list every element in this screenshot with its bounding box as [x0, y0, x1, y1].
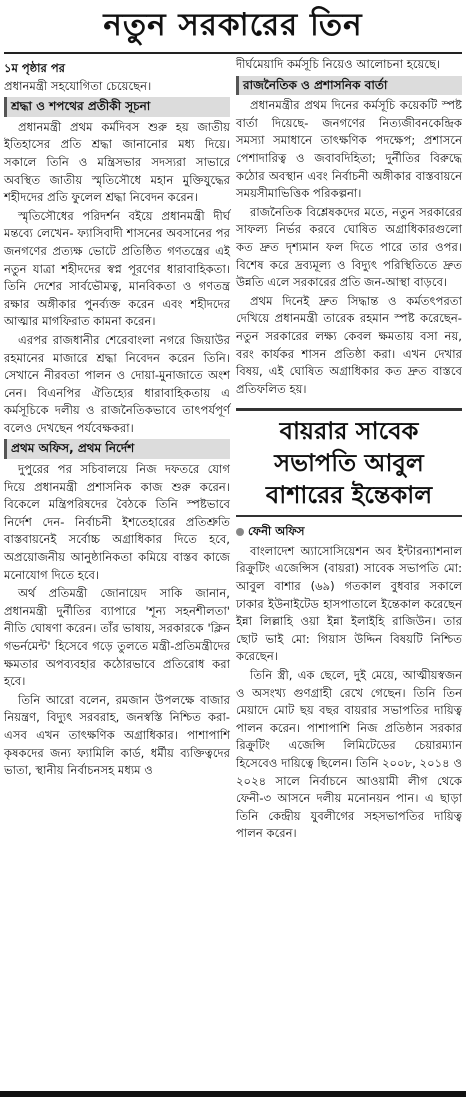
intro-paragraph: প্রধানমন্ত্রী সহযোগিতা চেয়েছেন। [4, 78, 152, 93]
paragraph: এরপর রাজধানীর শেরেবাংলা নগরে জিয়াউর রহমানের মাজারে শ্রদ্ধা নিবেদন করেন তিনি। সেখানে নীরবতা পালন ও দোয়া-মুনাজাতে অংশ নেন। বিএনপির ঐতিহ্যের ধারাবাহিকতায় এ কর্মসূচিকে দলীয় ও রাজনৈতিকভাবে তাৎপর্যপূর্ণ বলেও দেখছেন পর্যবেক্ষকরা। [4, 332, 230, 435]
bullet-icon [236, 528, 244, 536]
bottom-divider [0, 1091, 466, 1097]
paragraph: দীর্ঘমেয়াদি কর্মসূচি নিয়েও আলোচনা হয়েছে। [236, 57, 441, 71]
subhead-political-message: রাজনৈতিক ও প্রশাসনিক বার্তা [236, 76, 462, 96]
left-column [4, 56, 230, 844]
paragraph: প্রধানমন্ত্রীর প্রথম দিনের কর্মসূচি কয়েকটি স্পষ্ট বার্তা দিয়েছে- জনগণের নিত্যজীবনকেন্দ্রিক সমস্যা সমাধানে তাৎক্ষণিক পদক্ষেপ; প্রশাসনে পেশাদারিত্ব ও জবাবদিহিতা; দুর্নীতির বিরুদ্ধে কঠোর অবস্থান এবং নির্বাচনী অঙ্গীকার বাস্তবায়নে সময়সীমাভিত্তিক পরিকল্পনা। [236, 98, 462, 201]
subhead-tribute: শ্রদ্ধা ও শপথের প্রতীকী সূচনা [4, 97, 230, 117]
paragraph: প্রথম দিনেই দ্রুত সিদ্ধান্ত ও কর্মতৎপরতা দেখিয়ে প্রধানমন্ত্রী তারেক রহমান স্পষ্ট করেছেন- নতুন সরকারের লক্ষ্য কেবল ক্ষমতায় বসা নয়, বরং কার্যকর শাসন প্রতিষ্ঠা করা। এখন দেখার বিষয়, এই ঘোষিত অগ্রাধিকার কত দ্রুত বাস্তবে প্রতিফলিত হয়। [236, 293, 462, 396]
continued-from-label: ১ম পৃষ্ঠার পর [4, 61, 65, 75]
subhead-first-office: প্রথম অফিস, প্রথম নির্দেশ [4, 439, 230, 459]
paragraph: রাজনৈতিক বিশ্লেষকদের মতে, নতুন সরকারের সাফল্য নির্ভর করবে ঘোষিত অগ্রাধিকারগুলো কত দ্রুত দৃশ্যমান ফল দিতে পারে তার ওপর। বিশেষ করে দ্রব্যমূল্য ও বিদ্যুৎ পরিস্থিতিতে দ্রুত উন্নতি এলে সরকারের প্রতি জন-আস্থা বাড়বে। [236, 204, 462, 290]
paragraph: তিনি আরো বলেন, রমজান উপলক্ষে বাজার নিয়ন্ত্রণ, বিদ্যুৎ সরবরাহ, জনস্বস্তি নিশ্চিত করা- এসব এখন তাৎক্ষণিক অগ্রাধিকার। পাশাপাশি কৃষকদের জন্য ফ্যামিলি কার্ড, ধর্মীয় ব্যক্তিত্বদের ভাতা, স্থানীয় নির্বাচনসহ মধ্যম ও [4, 692, 230, 778]
paragraph: দুপুরের পর সচিবালয়ে নিজ দফতরে যোগ দিয়ে প্রধানমন্ত্রী প্রশাসনিক কাজ শুরু করেন। বিকেলে মন্ত্রিপরিষদের বৈঠকে তিনি স্পষ্টভাবে নির্দেশ দেন- নির্বাচনী ইশতেহারের প্রতিশ্রুতি বাস্তবায়নেই সর্বোচ্চ অগ্রাধিকার দিতে হবে, অপ্রয়োজনীয় আনুষ্ঠানিকতা কমিয়ে বাস্তব কাজে মনোযোগ দিতে হবে। [4, 462, 230, 582]
article-columns [4, 56, 462, 844]
paragraph: অর্থ প্রতিমন্ত্রী জোনায়েদ সাকি জানান, প্রধানমন্ত্রী দুর্নীতির ব্যাপারে 'শূন্য সহনশীলতা' নীতি ঘোষণা করেন। তাঁর ভাষায়, সরকারকে 'ক্লিন গভর্নমেন্ট' হিসেবে গড়ে তুলতে মন্ত্রী-প্রতিমন্ত্রীদের ক্ষমতার অপব্যবহার কঠোরভাবে প্রতিরোধ করা হবে। [4, 586, 230, 689]
headline: নতুন সরকারের তিন [4, 0, 462, 54]
paragraph: প্রধানমন্ত্রী প্রথম কর্মদিবস শুরু হয় জাতীয় ইতিহাসের প্রতি শ্রদ্ধা জানানোর মধ্য দিয়ে। সকালে তিনি ও মন্ত্রিসভার সদস্যরা সাভারে অবস্থিত জাতীয় স্মৃতিসৌধে মহান মুক্তিযুদ্ধের শহীদদের প্রতি ফুলেল শ্রদ্ধা নিবেদন করেন। [4, 119, 230, 205]
obituary-headline: বায়রার সাবেক সভাপতি আবুল বাশারের ইন্তেকাল [236, 408, 462, 517]
paragraph: তিনি স্ত্রী, এক ছেলে, দুই মেয়ে, আত্মীয়স্বজন ও অসংখ্য গুণগ্রাহী রেখে গেছেন। তিনি তিন মেয়াদে মোট ছয় বছর বায়রার সভাপতির দায়িত্ব পালন করেন। পাশাপাশি নিজ প্রতিষ্ঠান সরকার রিক্রুটিং এজেন্সি লিমিটেডের চেয়ারম্যান হিসেবেও দায়িত্বে ছিলেন। তিনি ২০০৮, ২০১৪ ও ২০২৪ সালে নির্বাচনে আওয়ামী লীগ থেকে ফেনী-৩ আসনে দলীয় মনোনয়ন পান। এ ছাড়া তিনি কেন্দ্রীয় যুবলীগের সহসভাপতির দায়িত্ব পালন করেন। [236, 668, 462, 841]
dateline [236, 523, 462, 541]
paragraph: বাংলাদেশ অ্যাসোসিয়েশন অব ইন্টারন্যাশনাল রিক্রুটিং এজেন্সিস (বায়রা) সাবেক সভাপতি মো: আবুল বাশার (৬৯) গতকাল বুধবার সকালে ঢাকার ইউনাইটেড হাসপাতালে ইন্তেকাল করেছেন ইন্না লিল্লাহি ওয়া ইন্না ইলাইহি রাজিউন। তার ছোট ভাই মো: গিয়াস উদ্দিন বিষয়টি নিশ্চিত করেছেন। [236, 543, 462, 664]
dateline-text: ফেনী অফিস [248, 524, 305, 539]
paragraph: স্মৃতিসৌধের পরিদর্শন বইয়ে প্রধানমন্ত্রী দীর্ঘ মন্তব্যে লেখেন- ফ্যাসিবাদী শাসনের অবসানের পর জনগণের প্রত্যক্ষ ভোটে প্রতিষ্ঠিত গণতন্ত্রের এই নতুন যাত্রা শহীদদের স্বপ্ন পূরণের ধারাবাহিকতা। তিনি দেশের সার্বভৌমত্ব, মানবিকতা ও গণতন্ত্র রক্ষার অঙ্গীকার পুনর্ব্যক্ত করেন এবং শহীদদের আত্মার মাগফিরাত কামনা করেন। [4, 208, 230, 329]
right-column [236, 56, 462, 844]
